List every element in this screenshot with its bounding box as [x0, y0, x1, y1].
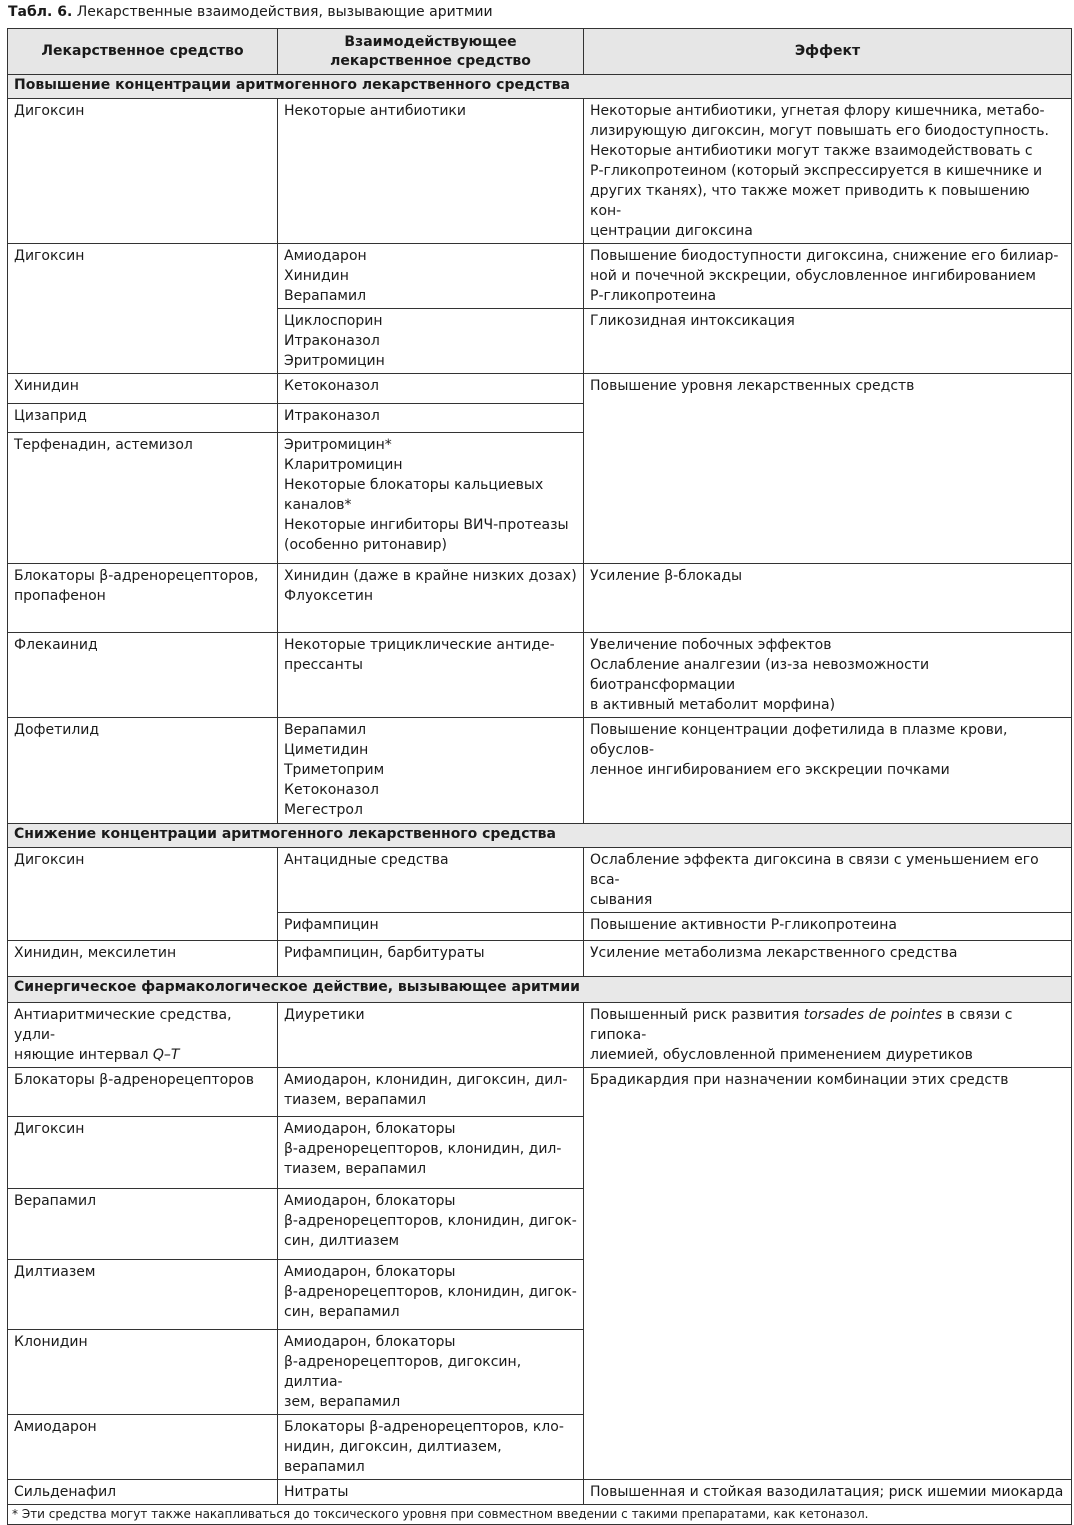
cell-effect: Усиление метаболизма лекарственного средства: [584, 941, 1072, 977]
cell-drug: Хинидин: [8, 374, 278, 404]
cell-effect: Некоторые антибиотики, угнетая флору кишечника, метабо- лизирующую дигоксин, могут повышать его биодоступность. Некоторые антибиотики могут также взаимодействовать с Р-гликопротеином (который экспрессируется в кишечнике и других тканях), что также может приводить к повышению кон- центрации дигоксина: [584, 99, 1072, 244]
cell-drug: Дигоксин: [8, 848, 278, 941]
torsades-term: torsades de pointes: [803, 1007, 943, 1023]
cell-interacting: Эритромицин* Кларитромицин Некоторые блокаторы кальциевых каналов* Некоторые ингибиторы ВИЧ-протеазы (особенно ритонавир): [278, 433, 584, 564]
section-title: Синергическое фармакологическое действие, вызывающее аритмии: [8, 977, 1072, 1003]
cell-drug: Амиодарон: [8, 1415, 278, 1480]
cell-interacting: Рифампицин, барбитураты: [278, 941, 584, 977]
cell-drug: Дилтиазем: [8, 1260, 278, 1330]
column-header-drug: Лекарственное средство: [8, 29, 278, 75]
table-row: [8, 1480, 1072, 1505]
cell-interacting: Амиодарон, блокаторы β-адренорецепторов, дигоксин, дилтиа- зем, верапамил: [278, 1330, 584, 1415]
cell-drug: Дигоксин: [8, 99, 278, 244]
cell-interacting: Амиодарон, клонидин, дигоксин, дил- тиазем, верапамил: [278, 1068, 584, 1117]
table-title: Лекарственные взаимодействия, вызывающие аритмии: [76, 4, 493, 20]
cell-drug: Дигоксин: [8, 244, 278, 374]
cell-interacting: Амиодарон Хинидин Верапамил: [278, 244, 584, 309]
drug-interactions-table: [7, 28, 1072, 1525]
table-row: [8, 941, 1072, 977]
section-title: Повышение концентрации аритмогенного лекарственного средства: [8, 75, 1072, 99]
table-row: [8, 1068, 1072, 1117]
cell-interacting: Амиодарон, блокаторы β-адренорецепторов, клонидин, дигок- син, дилтиазем: [278, 1189, 584, 1260]
cell-effect: Брадикардия при назначении комбинации этих средств: [584, 1068, 1072, 1480]
cell-interacting: Итраконазол: [278, 404, 584, 433]
table-row: [8, 374, 1072, 404]
cell-interacting: Кетоконазол: [278, 374, 584, 404]
cell-interacting: Циклоспорин Итраконазол Эритромицин: [278, 309, 584, 374]
cell-effect: Гликозидная интоксикация: [584, 309, 1072, 374]
cell-interacting: Некоторые антибиотики: [278, 99, 584, 244]
cell-effect: Повышение биодоступности дигоксина, снижение его билиар- ной и почечной экскреции, обусловленное ингибированием Р-гликопротеина: [584, 244, 1072, 309]
table-row: [8, 1003, 1072, 1068]
cell-interacting: Хинидин (даже в крайне низких дозах) Флуоксетин: [278, 564, 584, 633]
cell-drug: Клонидин: [8, 1330, 278, 1415]
column-header-effect: Эффект: [584, 29, 1072, 75]
qt-interval: Q–T: [152, 1047, 180, 1063]
table-row: [8, 718, 1072, 824]
cell-drug: Верапамил: [8, 1189, 278, 1260]
cell-interacting: Верапамил Циметидин Триметоприм Кетоконазол Мегестрол: [278, 718, 584, 824]
cell-drug: Антиаритмические средства, удли- няющие интервал Q–T: [8, 1003, 278, 1068]
cell-drug: Цизаприд: [8, 404, 278, 433]
cell-interacting: Амиодарон, блокаторы β-адренорецепторов, клонидин, дигок- син, верапамил: [278, 1260, 584, 1330]
cell-interacting: Рифампицин: [278, 913, 584, 941]
column-header-interacting: Взаимодействующее лекарственное средство: [278, 29, 584, 75]
cell-effect: Повышение концентрации дофетилида в плазме крови, обуслов- ленное ингибированием его экскреции почками: [584, 718, 1072, 824]
cell-drug: Блокаторы β-адренорецепторов: [8, 1068, 278, 1117]
cell-effect: Повышенный риск развития torsades de pointes в связи с гипока- лиемией, обусловленной применением диуретиков: [584, 1003, 1072, 1068]
cell-effect: Усиление β-блокады: [584, 564, 1072, 633]
cell-effect: Увеличение побочных эффектов Ослабление аналгезии (из-за невозможности биотрансформации в активный метаболит морфина): [584, 633, 1072, 718]
cell-drug: Флекаинид: [8, 633, 278, 718]
header-row: [8, 29, 1072, 75]
section-title: Снижение концентрации аритмогенного лекарственного средства: [8, 824, 1072, 848]
cell-effect: Повышение уровня лекарственных средств: [584, 374, 1072, 564]
cell-drug: Дофетилид: [8, 718, 278, 824]
table-row: [8, 99, 1072, 244]
table-row: [8, 848, 1072, 913]
table-row: [8, 633, 1072, 718]
cell-effect: Повышение активности Р-гликопротеина: [584, 913, 1072, 941]
footnote-row: [8, 1505, 1072, 1525]
cell-interacting: Диуретики: [278, 1003, 584, 1068]
cell-interacting: Амиодарон, блокаторы β-адренорецепторов, клонидин, дил- тиазем, верапамил: [278, 1117, 584, 1189]
cell-effect: Ослабление эффекта дигоксина в связи с уменьшением его вса- сывания: [584, 848, 1072, 913]
section-row: [8, 75, 1072, 99]
cell-drug: Блокаторы β-адренорецепторов, пропафенон: [8, 564, 278, 633]
section-row: [8, 977, 1072, 1003]
cell-effect: Повышенная и стойкая вазодилатация; риск ишемии миокарда: [584, 1480, 1072, 1505]
table-row: [8, 244, 1072, 309]
table-caption: [8, 3, 493, 21]
cell-drug: Сильденафил: [8, 1480, 278, 1505]
cell-drug: Хинидин, мексилетин: [8, 941, 278, 977]
cell-interacting: Некоторые трициклические антиде- прессанты: [278, 633, 584, 718]
section-row: [8, 824, 1072, 848]
cell-interacting: Нитраты: [278, 1480, 584, 1505]
table-number: Табл. 6.: [8, 4, 73, 20]
cell-interacting: Антацидные средства: [278, 848, 584, 913]
table-row: [8, 564, 1072, 633]
cell-drug: Дигоксин: [8, 1117, 278, 1189]
cell-interacting: Блокаторы β-адренорецепторов, кло- нидин, дигоксин, дилтиазем, верапамил: [278, 1415, 584, 1480]
cell-drug: Терфенадин, астемизол: [8, 433, 278, 564]
footnote: * Эти средства могут также накапливаться до токсического уровня при совместном введении с такими препаратами, как кетоназол.: [8, 1505, 1072, 1525]
